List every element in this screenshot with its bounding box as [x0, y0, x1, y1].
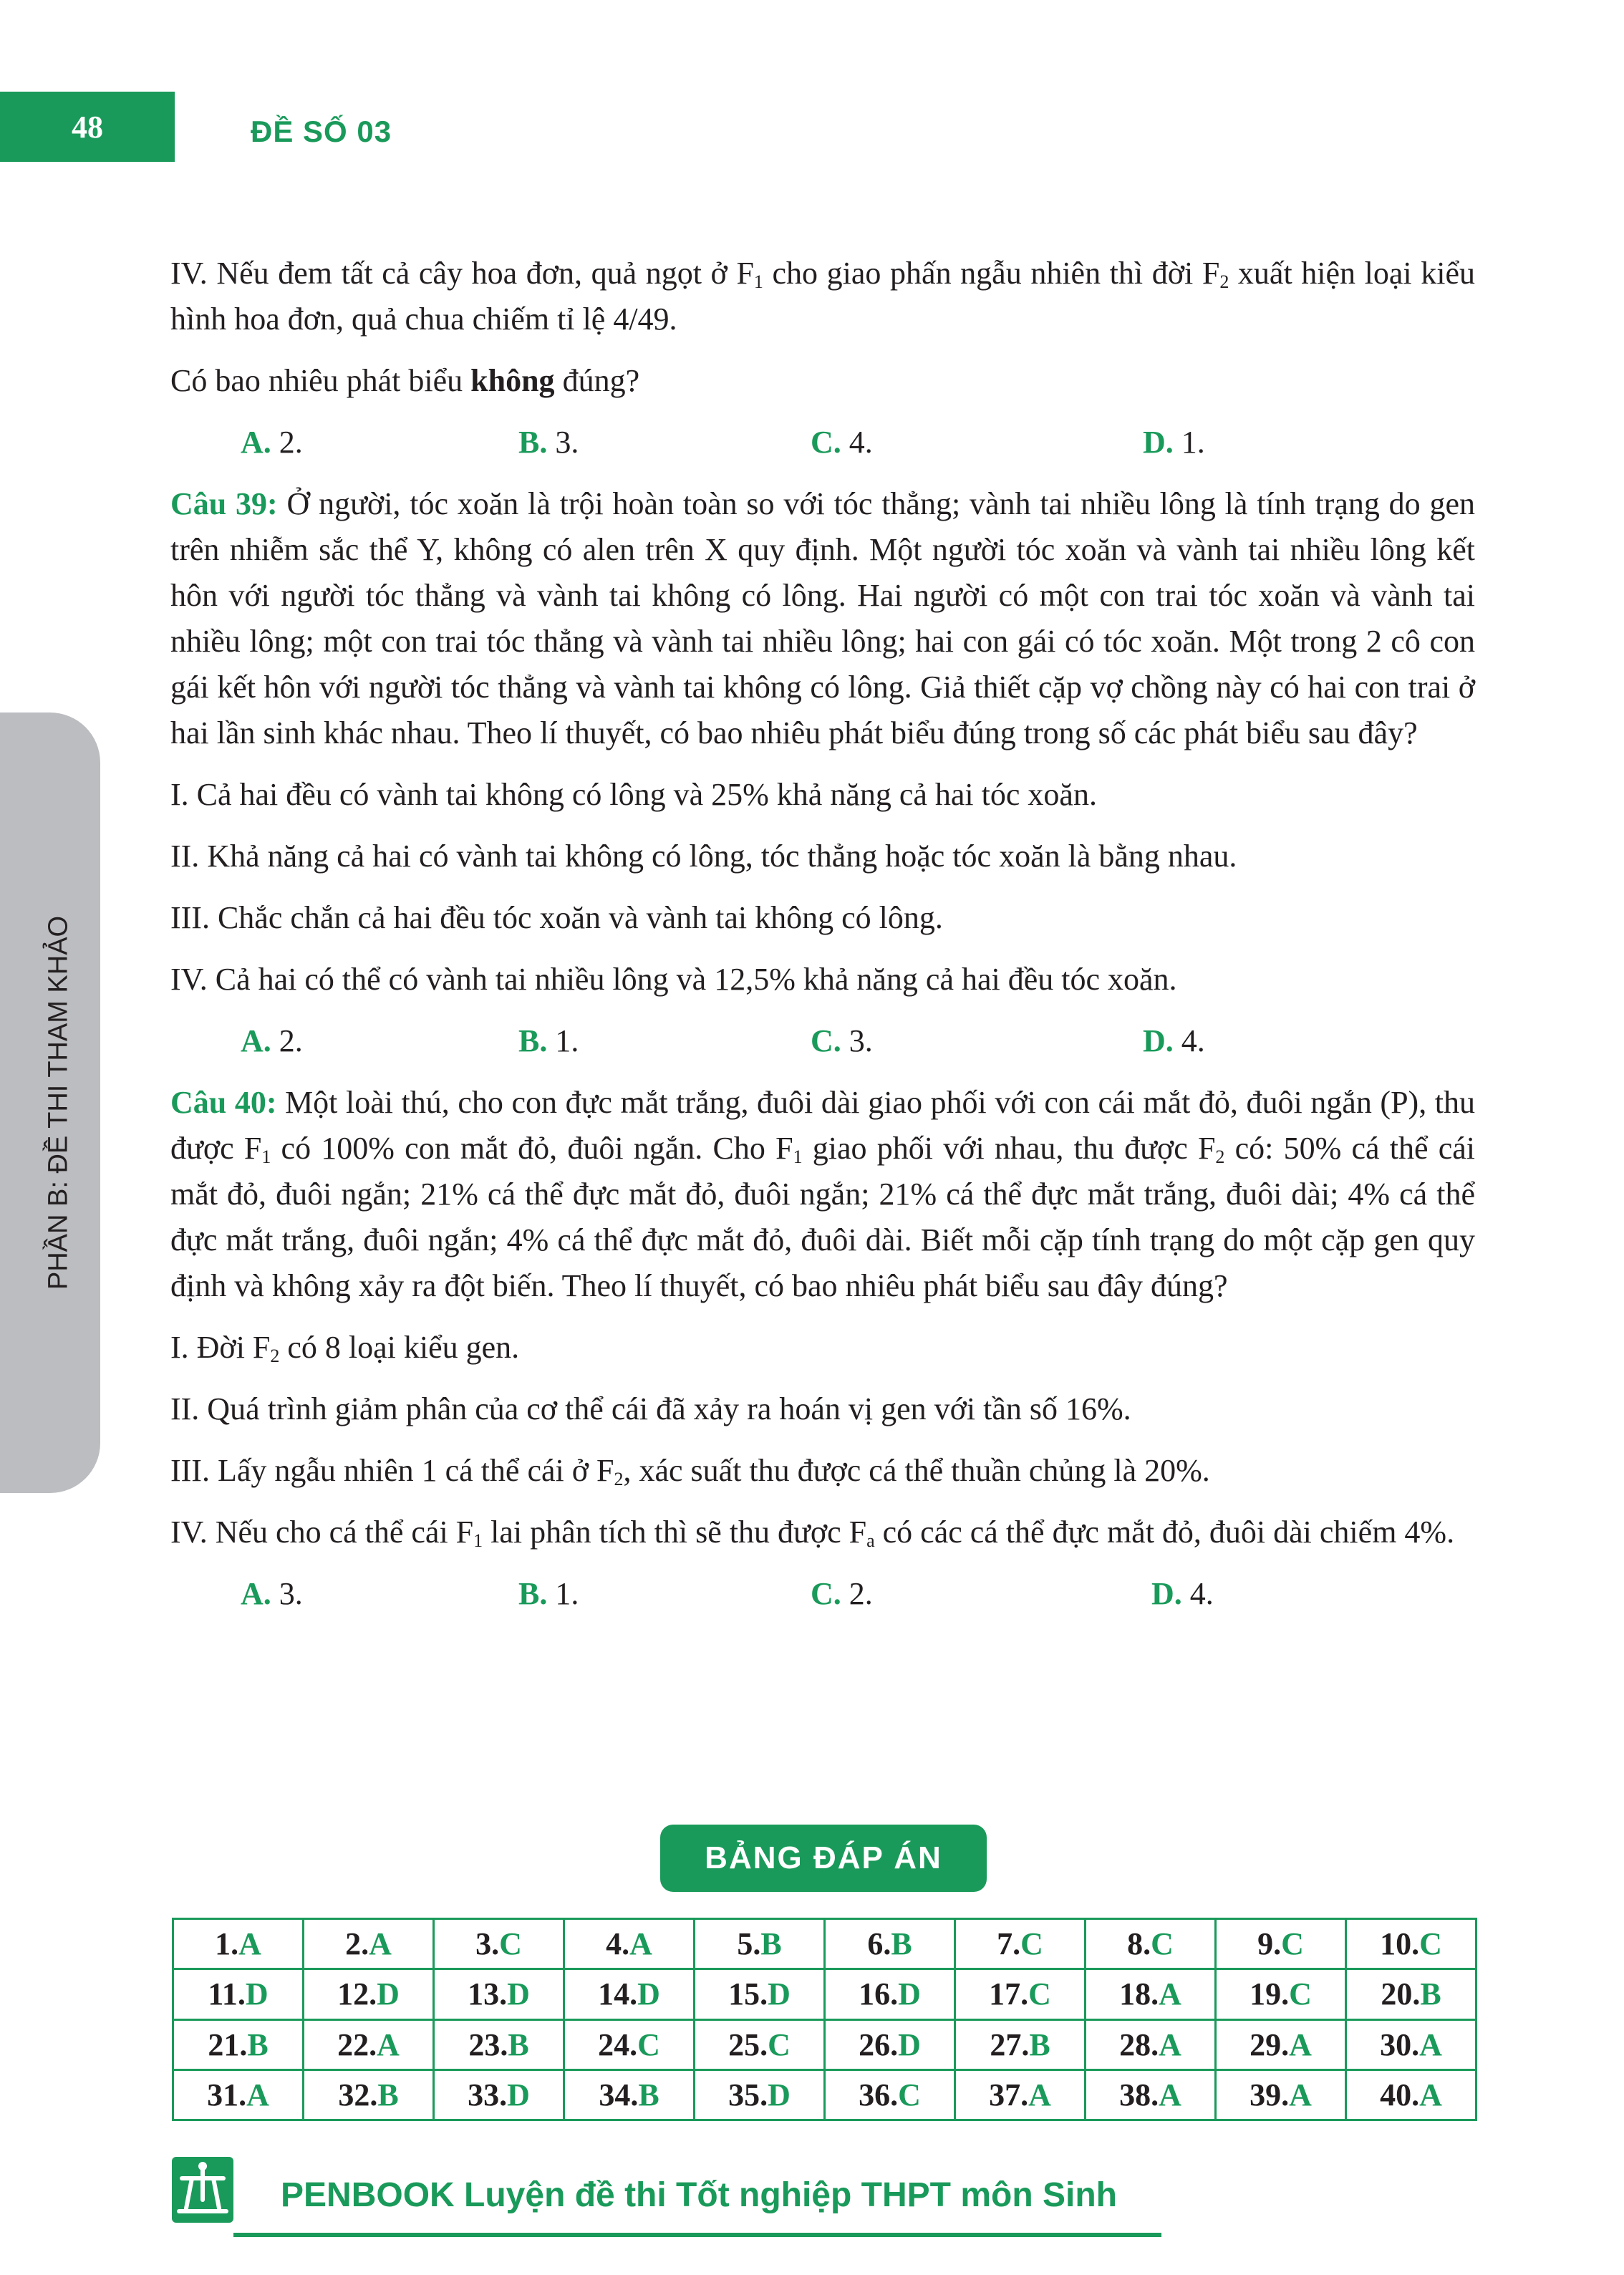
- answer-number: 19.: [1250, 1976, 1290, 2012]
- answer-cell: [434, 1969, 564, 2019]
- answer-cell: [1346, 1969, 1476, 2019]
- answer-row: [173, 2069, 1476, 2120]
- answer-cell: [695, 1969, 825, 2019]
- answer-table: [172, 1918, 1477, 2121]
- answer-letter: B: [760, 1926, 782, 1962]
- answer-cell: [825, 2069, 955, 2120]
- answer-number: 6.: [867, 1926, 891, 1962]
- answer-letter: D: [245, 1976, 269, 2012]
- answer-number: 25.: [728, 2027, 768, 2062]
- answer-letter: D: [507, 1976, 530, 2012]
- answer-cell: [173, 1919, 304, 1969]
- penbook-logo-icon: [172, 2157, 233, 2223]
- answer-letter: B: [377, 2077, 399, 2112]
- answer-number: 15.: [728, 1976, 768, 2012]
- answer-cell: [955, 2069, 1086, 2120]
- q40-option-b: B. 1.: [518, 1576, 579, 1611]
- answer-cell: [564, 1919, 695, 1969]
- answer-number: 31.: [207, 2077, 247, 2112]
- answer-letter: C: [1020, 1926, 1043, 1962]
- answer-cell: [173, 1969, 304, 2019]
- answer-letter: A: [246, 2077, 269, 2112]
- exam-title: ĐỀ SỐ 03: [251, 115, 392, 148]
- answer-cell: [434, 2019, 564, 2069]
- answer-cell: [1086, 1919, 1216, 1969]
- answer-number: 32.: [338, 2077, 378, 2112]
- q38-option-b: B. 3.: [518, 425, 579, 460]
- answer-letter: D: [377, 1976, 400, 2012]
- answer-number: 22.: [337, 2027, 377, 2062]
- answer-number: 13.: [468, 1976, 508, 2012]
- answer-row: [173, 1969, 1476, 2019]
- answer-letter: D: [898, 2027, 921, 2062]
- q39-statement-i: I. Cả hai đều có vành tai không có lông và 25% khả năng cả hai tóc xoăn.: [170, 777, 1097, 812]
- answer-cell: [173, 2069, 304, 2120]
- q38-options: [170, 420, 1475, 465]
- q38-prompt: Có bao nhiêu phát biểu không đúng?: [170, 363, 640, 398]
- answer-letter: A: [1159, 2077, 1181, 2112]
- answer-letter: A: [1289, 2077, 1312, 2112]
- answer-table-title: BẢNG ĐÁP ÁN: [660, 1825, 987, 1892]
- answer-cell: [304, 2019, 434, 2069]
- answer-number: 3.: [475, 1926, 500, 1962]
- answer-number: 14.: [598, 1976, 638, 2012]
- q39-statement-ii: II. Khả năng cả hai có vành tai không có lông, tóc thẳng hoặc tóc xoăn là bằng nhau.: [170, 839, 1237, 874]
- q39-option-b: B. 1.: [518, 1023, 579, 1058]
- answer-number: 8.: [1127, 1926, 1151, 1962]
- answer-letter: A: [629, 1926, 652, 1962]
- answer-cell: [304, 2069, 434, 2120]
- answer-number: 17.: [989, 1976, 1029, 2012]
- answer-letter: B: [508, 2027, 529, 2062]
- answer-number: 5.: [737, 1926, 761, 1962]
- q39-statement-iii: III. Chắc chắn cả hai đều tóc xoăn và vành tai không có lông.: [170, 900, 943, 935]
- answer-cell: [1216, 2069, 1346, 2120]
- answer-cell: [1346, 2019, 1476, 2069]
- answer-letter: B: [638, 2077, 659, 2112]
- answer-number: 39.: [1250, 2077, 1290, 2112]
- answer-cell: [695, 1919, 825, 1969]
- answer-letter: D: [768, 1976, 791, 2012]
- answer-letter: A: [377, 2027, 400, 2062]
- answer-cell: [564, 2069, 695, 2120]
- answer-letter: B: [1420, 1976, 1441, 2012]
- answer-number: 11.: [208, 1976, 246, 2012]
- answer-cell: [1086, 2069, 1216, 2120]
- answer-cell: [1346, 1919, 1476, 1969]
- answer-cell: [1216, 2019, 1346, 2069]
- answer-row: [173, 2019, 1476, 2069]
- answer-letter: A: [1289, 2027, 1312, 2062]
- answer-number: 16.: [859, 1976, 899, 2012]
- answer-cell: [1086, 2019, 1216, 2069]
- answer-letter: D: [768, 2077, 791, 2112]
- answer-cell: [695, 2019, 825, 2069]
- answer-number: 38.: [1119, 2077, 1159, 2112]
- answer-number: 20.: [1381, 1976, 1421, 2012]
- answer-cell: [1216, 1969, 1346, 2019]
- q40-statement-iii: III. Lấy ngẫu nhiên 1 cá thể cái ở $F_2$, xác suất thu được cá thể thuần chủng là 20%.: [170, 1453, 1210, 1489]
- answer-row: [173, 1919, 1476, 1969]
- answer-cell: [825, 1969, 955, 2019]
- answer-letter: C: [499, 1926, 522, 1962]
- answer-number: 10.: [1380, 1926, 1420, 1962]
- answer-cell: [955, 1969, 1086, 2019]
- q40-option-d: D. 4.: [1151, 1576, 1214, 1611]
- answer-number: 1.: [215, 1926, 239, 1962]
- answer-letter: A: [369, 1926, 392, 1962]
- answer-letter: C: [768, 2027, 791, 2062]
- answer-cell: [1346, 2069, 1476, 2120]
- q38-option-c: C. 4.: [811, 425, 873, 460]
- answer-letter: C: [1028, 1976, 1051, 2012]
- q40-statement-ii: II. Quá trình giảm phân của cơ thể cái đã xảy ra hoán vị gen với tần số 16%.: [170, 1391, 1131, 1426]
- q39-options: [170, 1018, 1475, 1064]
- q39-option-c: C. 3.: [811, 1023, 873, 1058]
- footer-underline: [233, 2233, 1161, 2237]
- answer-number: 34.: [599, 2077, 639, 2112]
- answer-letter: C: [1289, 1976, 1312, 2012]
- answer-letter: A: [1028, 2077, 1051, 2112]
- q40-statement-i: I. Đời $F_2$ có 8 loại kiểu gen.: [170, 1330, 520, 1366]
- answer-cell: [304, 1919, 434, 1969]
- answer-cell: [304, 1969, 434, 2019]
- page-number: 48: [0, 92, 175, 162]
- answer-number: 37.: [989, 2077, 1029, 2112]
- q39-option-a: A. 2.: [241, 1023, 303, 1058]
- answer-letter: B: [1029, 2027, 1050, 2062]
- q40-options: [170, 1571, 1475, 1617]
- q40-statement-iv: IV. Nếu cho cá thể cái $F_1$ lai phân tích thì sẽ thu được $F_a$ có các cá thể đực mắt đỏ, đuôi dài chiếm 4%.: [170, 1515, 1455, 1551]
- answer-letter: D: [507, 2077, 530, 2112]
- answer-number: 24.: [598, 2027, 638, 2062]
- q38-option-d: D. 1.: [1143, 425, 1205, 460]
- question-content: [170, 251, 1475, 1633]
- answer-number: 30.: [1380, 2027, 1420, 2062]
- side-tab-label: PHẦN B: ĐỀ THI THAM KHẢO: [43, 915, 74, 1290]
- answer-letter: C: [1151, 1926, 1174, 1962]
- answer-letter: C: [1419, 1926, 1442, 1962]
- answer-cell: [434, 1919, 564, 1969]
- answer-number: 36.: [859, 2077, 899, 2112]
- q38-statement-iv: IV. Nếu đem tất cả cây hoa đơn, quả ngọt ở $F_1$ cho giao phấn ngẫu nhiên thì đời $F_2$ xuất hiện loại kiểu hình hoa đơn, quả chua chiếm tỉ lệ 4/49.: [170, 256, 1475, 337]
- answer-letter: A: [1419, 2077, 1442, 2112]
- answer-number: 26.: [859, 2027, 899, 2062]
- answer-letter: C: [1281, 1926, 1304, 1962]
- answer-letter: A: [1159, 2027, 1181, 2062]
- q40-option-c: C. 2.: [811, 1576, 873, 1611]
- answer-number: 28.: [1119, 2027, 1159, 2062]
- answer-cell: [955, 2019, 1086, 2069]
- answer-letter: D: [637, 1976, 660, 2012]
- answer-letter: B: [247, 2027, 269, 2062]
- answer-cell: [434, 2069, 564, 2120]
- answer-cell: [173, 2019, 304, 2069]
- footer-title: PENBOOK Luyện đề thi Tốt nghiệp THPT môn Sinh: [281, 2176, 1117, 2214]
- answer-number: 23.: [468, 2027, 508, 2062]
- answer-letter: C: [898, 2077, 921, 2112]
- answer-cell: [1216, 1919, 1346, 1969]
- answer-number: 2.: [345, 1926, 369, 1962]
- answer-letter: A: [1419, 2027, 1442, 2062]
- answer-cell: [955, 1919, 1086, 1969]
- answer-cell: [695, 2069, 825, 2120]
- answer-cell: [564, 1969, 695, 2019]
- answer-letter: A: [238, 1926, 261, 1962]
- q40-stem: Câu 40: Một loài thú, cho con đực mắt trắng, đuôi dài giao phối với con cái mắt đỏ, đuôi ngắn (P), thu được $F_1$ có 100% con mắt đỏ, đuôi ngắn. Cho $F_1$ giao phối với nhau, thu được $F_2$ có: 50% cá thể cái mắt đỏ, đuôi ngắn; 21% cá thể đực mắt đỏ, đuôi ngắn; 21% cá thể đực mắt trắng, đuôi dài; 4% cá thể đực mắt trắng, đuôi ngắn; 4% cá thể đực mắt đỏ, đuôi dài. Biết mỗi cặp tính trạng do một cặp gen quy định và không xảy ra đột biến. Theo lí thuyết, có bao nhiêu phát biểu sau đây đúng?: [170, 1085, 1476, 1303]
- answer-letter: A: [1159, 1976, 1181, 2012]
- q40-option-a: A. 3.: [241, 1576, 303, 1611]
- answer-number: 33.: [468, 2077, 508, 2112]
- answer-number: 35.: [728, 2077, 768, 2112]
- answer-number: 4.: [606, 1926, 630, 1962]
- answer-number: 21.: [208, 2027, 248, 2062]
- answer-letter: D: [898, 1976, 921, 2012]
- answer-cell: [1086, 1969, 1216, 2019]
- q39-statement-iv: IV. Cả hai có thể có vành tai nhiều lông và 12,5% khả năng cả hai đều tóc xoăn.: [170, 962, 1177, 997]
- answer-number: 40.: [1380, 2077, 1420, 2112]
- q38-option-a: A. 2.: [241, 425, 303, 460]
- q39-option-d: D. 4.: [1143, 1023, 1205, 1058]
- answer-letter: C: [637, 2027, 660, 2062]
- answer-number: 7.: [997, 1926, 1021, 1962]
- q39-stem: Câu 39: Ở người, tóc xoăn là trội hoàn toàn so với tóc thẳng; vành tai nhiều lông là tính trạng do gen trên nhiễm sắc thể Y, không có alen trên X quy định. Một người tóc xoăn và vành tai nhiều lông kết hôn với người tóc thẳng và vành tai không có lông. Hai người có một con trai tóc xoăn và vành tai nhiều lông; một con trai tóc thẳng và vành tai nhiều lông; hai con gái có tóc xoăn. Một trong 2 cô con gái kết hôn với người tóc thẳng và vành tai không có lông. Giả thiết cặp vợ chồng này có hai con trai ở hai lần sinh khác nhau. Theo lí thuyết, có bao nhiêu phát biểu đúng trong số các phát biểu sau đây?: [170, 486, 1475, 750]
- answer-number: 12.: [337, 1976, 377, 2012]
- answer-number: 9.: [1257, 1926, 1282, 1962]
- answer-letter: B: [891, 1926, 912, 1962]
- answer-cell: [564, 2019, 695, 2069]
- answer-cell: [825, 1919, 955, 1969]
- answer-number: 18.: [1119, 1976, 1159, 2012]
- answer-number: 27.: [990, 2027, 1030, 2062]
- answer-number: 29.: [1250, 2027, 1290, 2062]
- answer-cell: [825, 2019, 955, 2069]
